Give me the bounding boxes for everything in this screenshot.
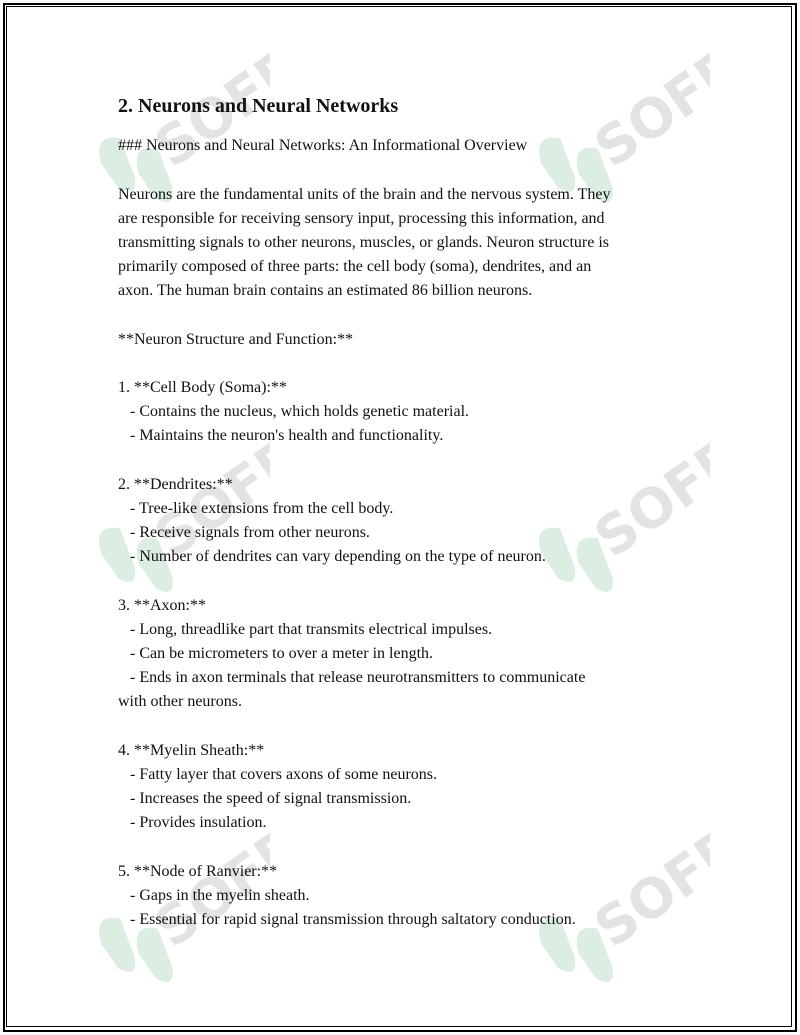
document-title: 2. Neurons and Neural Networks: [118, 95, 399, 117]
item-line: - Contains the nucleus, which holds genetic material.: [130, 403, 470, 420]
item-line: - Gaps in the myelin sheath.: [130, 887, 310, 904]
intro-line: primarily composed of three parts: the cell body (soma), dendrites, and an: [118, 258, 592, 275]
item-line-continuation: with other neurons.: [118, 693, 242, 710]
watermark-text: SOFF: [583, 430, 710, 570]
item-line: - Provides insulation.: [130, 814, 267, 831]
section-heading: **Neuron Structure and Function:**: [118, 331, 354, 348]
watermark-text: SOFF: [143, 40, 270, 180]
intro-line: axon. The human brain contains an estimated 86 billion neurons.: [118, 282, 533, 299]
item-line: - Tree-like extensions from the cell body.: [130, 500, 394, 517]
item-line: - Long, threadlike part that transmits electrical impulses.: [130, 621, 493, 638]
item-heading: 1. **Cell Body (Soma):**: [118, 379, 287, 396]
intro-line: are responsible for receiving sensory input, processing this information, and: [118, 210, 605, 227]
intro-line: transmitting signals to other neurons, muscles, or glands. Neuron structure is: [118, 234, 610, 251]
item-line: - Receive signals from other neurons.: [130, 524, 370, 541]
watermark-text: SOFF: [143, 430, 270, 570]
item-heading: 4. **Myelin Sheath:**: [118, 742, 265, 759]
watermark-text: SOFF: [143, 820, 270, 960]
item-heading: 5. **Node of Ranvier:**: [118, 863, 278, 880]
document-subtitle: ### Neurons and Neural Networks: An Informational Overview: [118, 137, 528, 154]
item-line: - Number of dendrites can vary depending on the type of neuron.: [130, 548, 546, 565]
item-line: - Can be micrometers to over a meter in length.: [130, 645, 434, 662]
item-line: - Increases the speed of signal transmission.: [130, 790, 412, 807]
item-line: - Essential for rapid signal transmission through saltatory conduction.: [130, 911, 576, 928]
item-heading: 3. **Axon:**: [118, 597, 206, 614]
item-line: - Maintains the neuron's health and functionality.: [130, 427, 444, 444]
item-heading: 2. **Dendrites:**: [118, 476, 233, 493]
item-line: - Fatty layer that covers axons of some neurons.: [130, 766, 438, 783]
item-line: - Ends in axon terminals that release neurotransmitters to communicate: [130, 669, 586, 686]
intro-line: Neurons are the fundamental units of the brain and the nervous system. They: [118, 186, 611, 203]
watermark-text: SOFF: [583, 40, 710, 180]
watermark-text: SOFF: [583, 820, 710, 960]
